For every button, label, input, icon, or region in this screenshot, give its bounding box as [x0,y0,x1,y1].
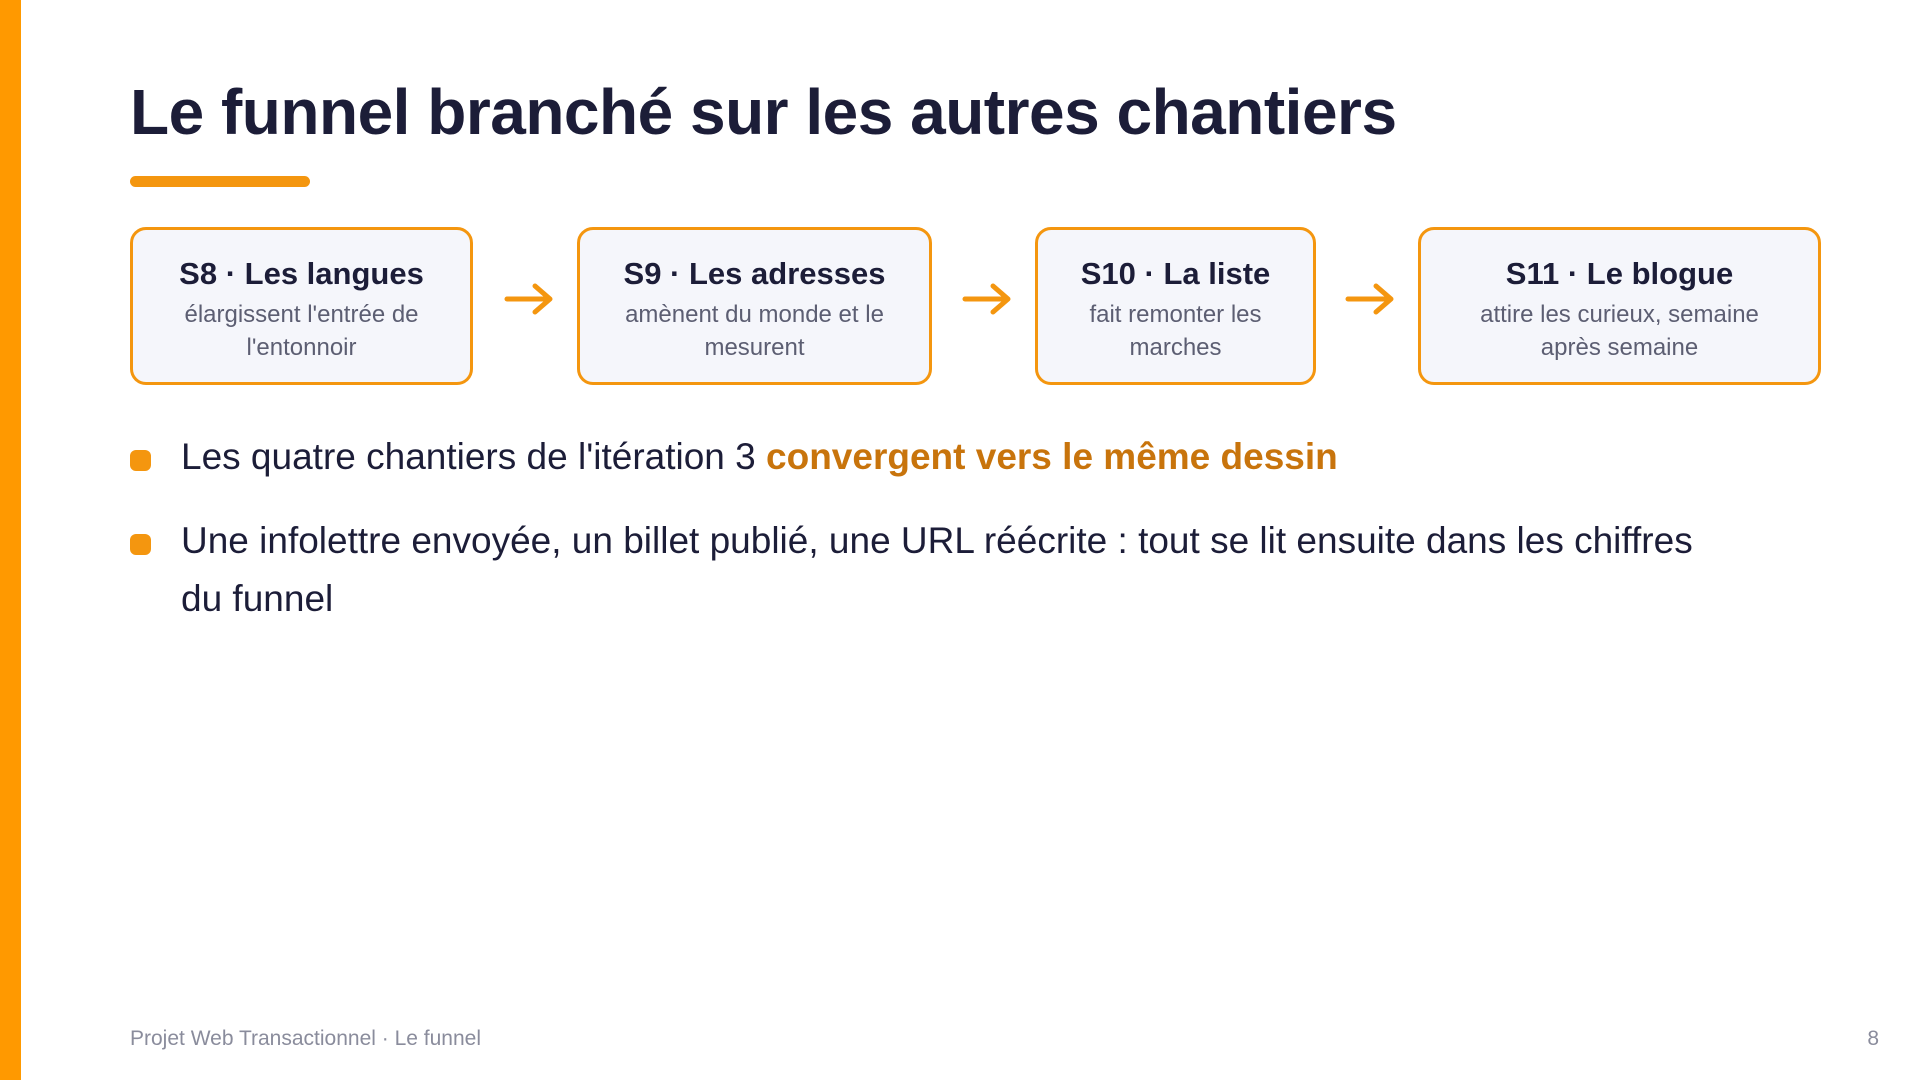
flow-step-title: S9 · Les adresses [623,256,886,291]
arrow-right-icon [502,279,558,319]
bullet-text: Les quatre chantiers de l'itération 3 [181,436,767,477]
accent-side-bar [0,0,21,1080]
title-underline [130,176,310,187]
arrow-right-icon [960,279,1016,319]
bullet-item [130,512,1730,628]
flow-step-description: attire les curieux, semaine après semaine [1480,301,1759,361]
bullet-emphasis: convergent vers le même dessin [766,436,1338,477]
arrow-right-icon [1343,279,1399,319]
bullet-text: Une infolettre envoyée, un billet publié, une URL réécrite : tout se lit ensuite dans les chiffres du funnel [181,520,1693,619]
flow-step-s9 [577,227,932,385]
flow-step-s10 [1035,227,1316,385]
page-title: Le funnel branché sur les autres chantiers [130,76,1397,148]
flow-step-title: S10 · La liste [1080,256,1271,291]
bullet-list [130,428,1730,654]
flow-step-description: élargissent l'entrée de l'entonnoir [184,301,419,361]
bullet-marker [130,534,151,555]
flow-step-s11 [1418,227,1821,385]
footer-label: Projet Web Transactionnel · Le funnel [130,1027,481,1050]
bullet-marker [130,450,151,471]
bullet-item [130,428,1730,486]
flow-step-description: amènent du monde et le mesurent [625,301,884,361]
flow-step-description: fait remonter les marches [1089,301,1262,361]
flow-step-title: S8 · Les langues [179,256,424,291]
flow-step-s8 [130,227,473,385]
page-number: 8 [1867,1027,1879,1050]
chantiers-flow [130,227,1821,391]
flow-step-title: S11 · Le blogue [1505,256,1734,291]
